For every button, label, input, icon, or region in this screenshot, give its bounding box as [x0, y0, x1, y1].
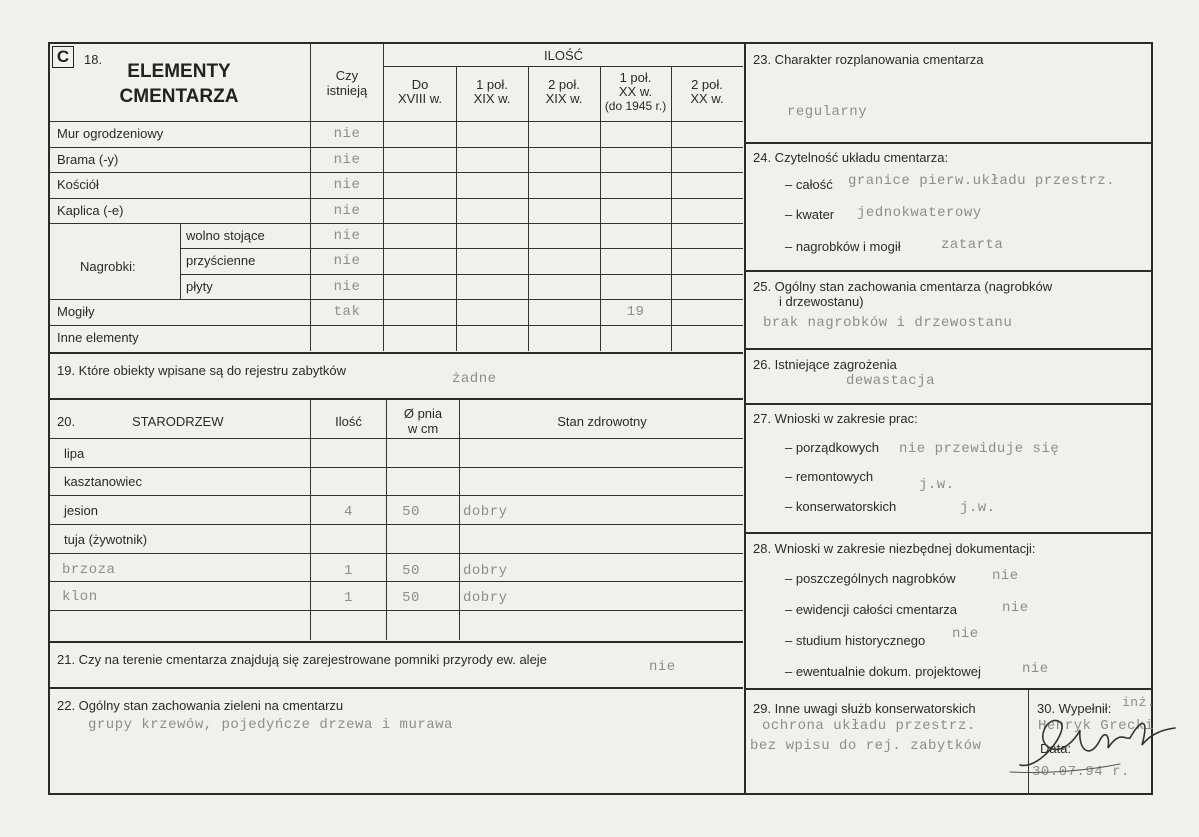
- period-header-1-line2: XIX w.: [473, 91, 511, 106]
- section-letter-box: C: [52, 46, 74, 68]
- grid-line: [50, 198, 743, 199]
- grid-line: [50, 172, 743, 173]
- tree-name-1: kasztanowiec: [64, 474, 143, 489]
- element-row-label-0: Mur ogrodzeniowy: [57, 126, 164, 141]
- tree-name-4: brzoza: [62, 562, 116, 578]
- q27-item-label-2: – konserwatorskich: [785, 499, 897, 514]
- grid-line: [528, 66, 529, 351]
- element-row-label-8: Inne elementy: [57, 330, 139, 345]
- grid-line: [50, 581, 743, 582]
- grid-line: [50, 223, 743, 224]
- grid-line: [50, 438, 743, 439]
- grid-line: [50, 299, 743, 300]
- element-row-label-7: Mogiły: [57, 304, 95, 319]
- q20-title: STARODRZEW: [132, 414, 224, 429]
- q29-label: 29. Inne uwagi służb konserwatorskich: [753, 701, 976, 716]
- col-exists-line1: Czy: [335, 68, 359, 83]
- q26-label: 26. Istniejące zagrożenia: [753, 357, 897, 372]
- q30-name: Henryk Grecki: [1038, 718, 1154, 734]
- q28-item-answer-3: nie: [1022, 661, 1049, 677]
- q24-item-label-2: – nagrobków i mogił: [785, 239, 901, 254]
- grid-line: [600, 66, 601, 351]
- period-header-4-line1: 2 poł.: [691, 77, 723, 92]
- q22-answer: grupy krzewów, pojedyńcze drzewa i murawa: [88, 717, 453, 733]
- period-header-3-line1: 1 poł.: [619, 70, 652, 85]
- tree-diam-2: 50: [402, 504, 420, 520]
- q24-label: 24. Czytelność układu cmentarza:: [753, 150, 949, 165]
- element-row-count-7: 19: [626, 304, 645, 320]
- q28-item-answer-0: nie: [992, 568, 1019, 584]
- period-header-2-line1: 2 poł.: [548, 77, 580, 92]
- element-row-exists-5: nie: [333, 253, 361, 269]
- q21-answer: nie: [649, 659, 676, 675]
- q25-label-line2: i drzewostanu): [779, 294, 864, 309]
- q27-item-label-1: – remontowych: [785, 469, 874, 484]
- q24-item-answer-0: granice pierw.układu przestrz.: [848, 173, 1116, 189]
- q27-item-label-0: – porządkowych: [785, 440, 879, 455]
- tree-name-2: jesion: [64, 503, 98, 518]
- q23-label: 23. Charakter rozplanowania cmentarza: [753, 52, 984, 67]
- q20-number: 20.: [57, 414, 76, 429]
- nagrobki-label: Nagrobki:: [80, 259, 136, 274]
- grid-line: [746, 688, 1153, 690]
- q28-label: 28. Wnioski w zakresie niezbędnej dokumentacji:: [753, 541, 1036, 556]
- grid-line: [50, 495, 743, 496]
- element-row-exists-2: nie: [333, 177, 361, 193]
- grid-line: [746, 348, 1153, 350]
- element-row-label-3: Kaplica (-e): [57, 203, 124, 218]
- grid-line: [50, 398, 743, 400]
- q28-item-label-0: – poszczególnych nagrobków: [785, 571, 956, 586]
- tree-name-3: tuja (żywotnik): [64, 532, 148, 547]
- q19-answer: żadne: [452, 371, 497, 387]
- grid-line: [746, 532, 1153, 534]
- q23-answer: regularny: [787, 104, 868, 120]
- element-row-exists-0: nie: [333, 126, 361, 142]
- element-row-exists-1: nie: [333, 152, 361, 168]
- tree-name-0: lipa: [64, 446, 85, 461]
- tree-name-5: klon: [62, 589, 98, 605]
- element-row-label-2: Kościół: [57, 177, 99, 192]
- grid-line: [746, 142, 1153, 144]
- grid-line: [50, 467, 743, 468]
- q22-label: 22. Ogólny stan zachowania zieleni na cmentarzu: [57, 698, 344, 713]
- grid-line: [50, 524, 743, 525]
- period-header-3-line2: XX w.: [618, 84, 653, 99]
- element-row-label-4: wolno stojące: [186, 228, 265, 243]
- element-row-exists-7: tak: [333, 304, 361, 320]
- q24-item-answer-1: jednokwaterowy: [857, 205, 982, 221]
- tree-diam-5: 50: [402, 590, 420, 606]
- q30-label: 30. Wypełnił:: [1037, 701, 1112, 716]
- grid-line: [180, 248, 743, 249]
- element-row-label-6: płyty: [186, 279, 213, 294]
- q20-col-count: Ilość: [335, 414, 362, 429]
- q30-title: inż.: [1122, 695, 1156, 710]
- q28-item-label-1: – ewidencji całości cmentarza: [785, 602, 957, 617]
- grid-line: [50, 553, 743, 554]
- q24-item-label-1: – kwater: [785, 207, 835, 222]
- q29-answer-line2: bez wpisu do rej. zabytków: [750, 738, 982, 754]
- grid-line: [1028, 690, 1029, 795]
- q28-item-answer-1: nie: [1002, 600, 1029, 616]
- period-header-3-line3: (do 1945 r.): [604, 99, 667, 113]
- q20-col-health: Stan zdrowotny: [557, 414, 647, 429]
- q27-item-answer-0: nie przewiduje się: [899, 441, 1060, 457]
- period-header-4-line2: XX w.: [690, 91, 724, 106]
- grid-line: [180, 223, 181, 299]
- grid-line: [50, 121, 743, 122]
- element-row-exists-6: nie: [333, 279, 361, 295]
- element-row-label-5: przyścienne: [186, 253, 256, 268]
- grid-line: [50, 687, 743, 689]
- q20-col-diam-line2: w cm: [407, 421, 439, 436]
- grid-line: [386, 400, 387, 640]
- grid-line: [459, 400, 460, 640]
- q30-date-label: Data:: [1040, 741, 1072, 756]
- section-18-title-line2: CMENTARZA: [119, 86, 239, 107]
- q28-item-label-2: – studium historycznego: [785, 633, 926, 648]
- tree-health-2: dobry: [463, 504, 508, 520]
- grid-line: [50, 352, 743, 354]
- element-row-label-1: Brama (-y): [57, 152, 119, 167]
- q28-item-answer-2: nie: [952, 626, 979, 642]
- section-18-number: 18.: [84, 52, 103, 67]
- q25-answer: brak nagrobków i drzewostanu: [763, 315, 1013, 331]
- grid-line: [180, 274, 743, 275]
- col-exists-line2: istnieją: [326, 83, 368, 98]
- period-header-0-line2: XVIII w.: [397, 91, 443, 106]
- grid-line: [50, 325, 743, 326]
- period-header-1-line1: 1 poł.: [476, 77, 508, 92]
- tree-count-5: 1: [344, 590, 353, 606]
- period-header-0-line1: Do: [411, 77, 429, 92]
- q19-label: 19. Które obiekty wpisane są do rejestru zabytków: [57, 363, 347, 378]
- q26-answer: dewastacja: [846, 373, 936, 389]
- q27-item-answer-2: j.w.: [960, 500, 996, 516]
- q24-item-label-0: – całość: [785, 177, 833, 192]
- period-header-2-line2: XIX w.: [545, 91, 583, 106]
- grid-line: [456, 66, 457, 351]
- grid-line: [746, 270, 1153, 272]
- q20-col-diam-line1: Ø pnia: [403, 406, 443, 421]
- tree-health-5: dobry: [463, 590, 508, 606]
- q30-date: 30.07.94 r.: [1032, 764, 1130, 780]
- q28-item-label-3: – ewentualnie dokum. projektowej: [785, 664, 981, 679]
- q25-label-line1: 25. Ogólny stan zachowania cmentarza (nagrobków: [753, 279, 1053, 294]
- element-row-exists-3: nie: [333, 203, 361, 219]
- tree-count-2: 4: [344, 504, 353, 520]
- tree-count-4: 1: [344, 563, 353, 579]
- tree-diam-4: 50: [402, 563, 420, 579]
- q21-label: 21. Czy na terenie cmentarza znajdują się zarejestrowane pomniki przyrody ew. aleje: [57, 652, 547, 667]
- q27-label: 27. Wnioski w zakresie prac:: [753, 411, 918, 426]
- grid-line: [50, 610, 743, 611]
- q29-answer-line1: ochrona układu przestrz.: [762, 718, 976, 734]
- grid-line: [50, 641, 743, 643]
- grid-line: [671, 66, 672, 351]
- col-ilosc-header: ILOŚĆ: [543, 48, 583, 63]
- section-18-title-line1: ELEMENTY: [127, 61, 231, 82]
- grid-line: [50, 147, 743, 148]
- tree-health-4: dobry: [463, 563, 508, 579]
- grid-line: [744, 42, 746, 795]
- grid-line: [746, 403, 1153, 405]
- element-row-exists-4: nie: [333, 228, 361, 244]
- q24-item-answer-2: zatarta: [941, 237, 1004, 253]
- grid-line: [310, 400, 311, 640]
- grid-line: [384, 66, 743, 67]
- q27-item-answer-1: j.w.: [919, 477, 955, 493]
